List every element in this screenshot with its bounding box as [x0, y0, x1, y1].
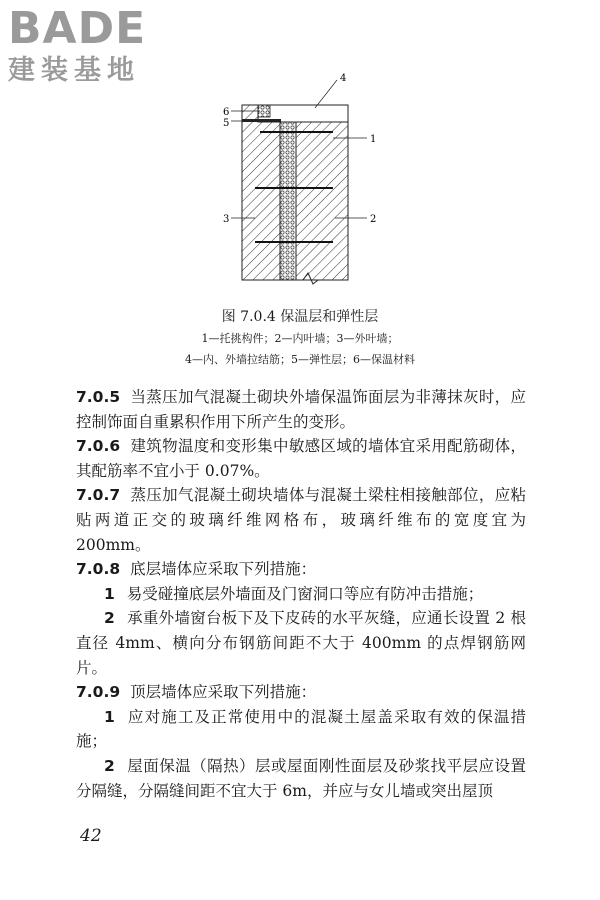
figure-title: 图 7.0.4 保温层和弹性层	[221, 309, 379, 325]
figure-legend-line2: 4—内、外墙拉结筋；5—弹性层；6—保温材料	[185, 353, 415, 366]
clause-number: 7.0.5	[76, 388, 121, 406]
page-number: 42	[80, 826, 102, 846]
callout-2: 2	[370, 214, 377, 225]
callout-3: 3	[223, 214, 230, 225]
clause-number: 7.0.9	[76, 683, 121, 702]
clause-number: 7.0.6	[76, 437, 121, 456]
brand-logo	[8, 3, 178, 86]
clause-text: 底层墙体应采取下列措施：	[130, 560, 317, 579]
clause-number: 1	[104, 707, 115, 726]
clause-paragraph	[76, 680, 526, 705]
clause-number: 7.0.8	[76, 560, 121, 579]
clause-item	[76, 582, 526, 607]
callout-5: 5	[223, 118, 230, 129]
clause-paragraph	[76, 557, 526, 582]
callout-1: 1	[370, 134, 377, 145]
clause-item	[76, 754, 526, 803]
clause-paragraph	[76, 434, 526, 483]
wall-section-figure	[215, 70, 385, 295]
logo-tagline: 建装基地	[8, 55, 140, 86]
logo-brand-text: BADE	[8, 3, 147, 54]
clause-text: 屋面保温（隔热）层或屋面刚性面层及砂浆找平层应设置分隔缝，分隔缝间距不宜大于 6m，并应与女儿墙或突出屋顶	[76, 756, 526, 800]
clause-item	[76, 705, 526, 754]
elastic-layer	[242, 119, 281, 122]
body-text	[76, 385, 526, 803]
clause-text: 建筑物温度和变形集中敏感区域的墙体宜采用配筋砌体，其配筋率不宜小于 0.07%。	[76, 437, 526, 480]
clause-paragraph	[76, 385, 526, 434]
leader-line-4	[315, 80, 337, 108]
clause-text: 易受碰撞底层外墙面及门窗洞口等应有防冲击措施；	[126, 584, 484, 603]
clause-number: 1	[104, 584, 115, 603]
clause-text: 蒸压加气混凝土砌块墙体与混凝土梁柱相接触部位，应粘贴两道正交的玻璃纤维网格布，玻璃纤维布的宽度宜为 200mm。	[76, 486, 526, 554]
figure-legend-line1: 1—托挑构件；2—内叶墙；3—外叶墙；	[201, 332, 399, 345]
insulation-layer	[280, 120, 296, 280]
clause-number: 2	[104, 756, 115, 775]
clause-text: 顶层墙体应采取下列措施：	[130, 683, 317, 702]
callout-6: 6	[223, 107, 230, 118]
clause-text: 应对施工及正常使用中的混凝土屋盖采取有效的保温措施；	[76, 707, 526, 751]
clause-item	[76, 606, 526, 680]
callout-4: 4	[340, 73, 347, 84]
clause-number: 7.0.7	[76, 486, 121, 505]
clause-paragraph	[76, 483, 526, 557]
clause-text: 承重外墙窗台板下及下皮砖的水平灰缝，应通长设置 2 根直径 4mm、横向分布钢筋间距不大于 400mm 的点焊钢筋网片。	[76, 609, 526, 677]
clause-number: 2	[104, 609, 115, 628]
clause-text: 当蒸压加气混凝土砌块外墙保温饰面层为非薄抹灰时，应控制饰面自重累积作用下所产生的变形。	[76, 388, 526, 431]
